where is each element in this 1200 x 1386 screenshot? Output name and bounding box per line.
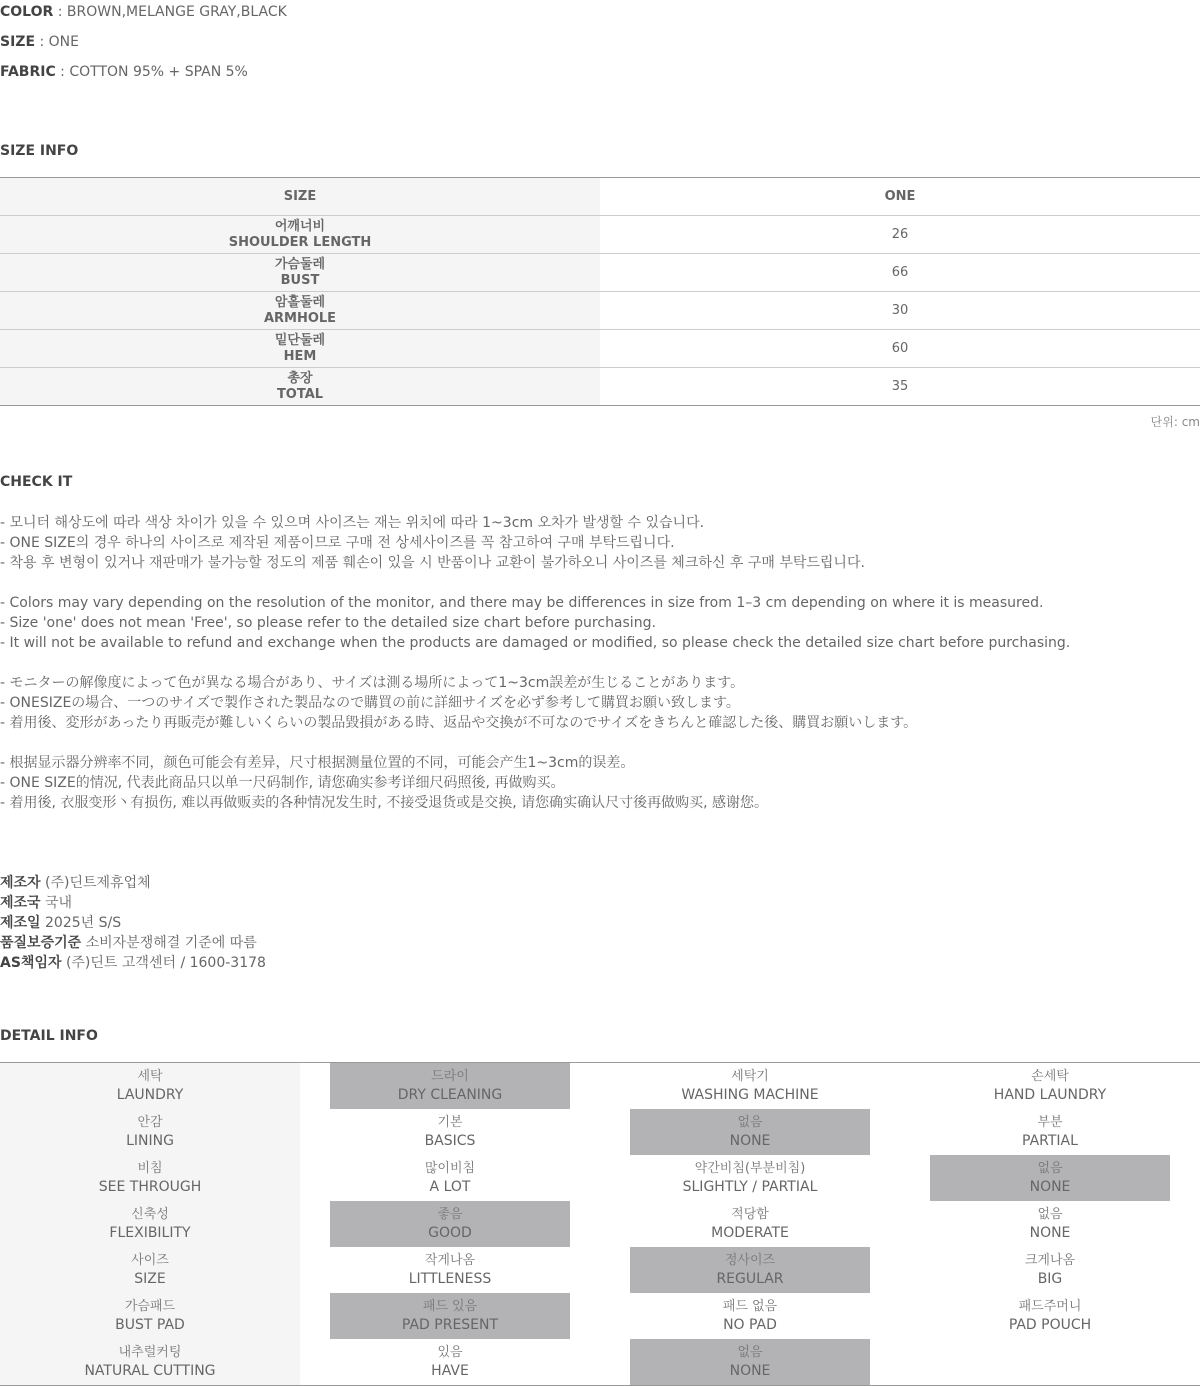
note-line: - モニターの解像度によって色が異なる場合があり、サイズは測る場所によって1~3cm誤差が生じることがあります。 bbox=[0, 675, 745, 691]
detail-label-ko: 없음 bbox=[737, 1115, 763, 1130]
maker-row bbox=[0, 913, 266, 933]
spec-size bbox=[0, 34, 79, 50]
detail-label-en: NONE bbox=[729, 1363, 771, 1379]
note-line: - Colors may vary depending on the resolution of the monitor, and there may be differences in size from 1–3 cm depending on where it is measured. bbox=[0, 595, 1044, 611]
maker-label: 제조자 bbox=[0, 875, 41, 891]
maker-info bbox=[0, 873, 266, 973]
maker-label: 품질보증기준 bbox=[0, 935, 82, 951]
spacer bbox=[0, 573, 1200, 593]
spacer bbox=[0, 653, 1200, 673]
size-row-value: 60 bbox=[891, 341, 909, 356]
table-row bbox=[0, 291, 1200, 329]
maker-value: (주)딘트제휴업체 bbox=[40, 875, 151, 891]
detail-label-ko: 적당함 bbox=[731, 1207, 769, 1222]
detail-option bbox=[630, 1109, 870, 1155]
detail-category bbox=[30, 1155, 270, 1201]
detail-label-ko: 있음 bbox=[437, 1345, 463, 1360]
detail-label-en: SEE THROUGH bbox=[98, 1179, 202, 1195]
detail-option bbox=[930, 1201, 1170, 1247]
detail-label-ko: 패드 있음 bbox=[422, 1299, 478, 1314]
detail-label-ko: 부분 bbox=[1037, 1115, 1063, 1130]
detail-label-ko: 많이비침 bbox=[424, 1161, 476, 1176]
detail-option bbox=[630, 1293, 870, 1339]
detail-label-ko: 신축성 bbox=[131, 1207, 169, 1222]
detail-label-en: SIZE bbox=[134, 1271, 166, 1287]
maker-row bbox=[0, 933, 266, 953]
detail-label-ko: 내추럴커팅 bbox=[118, 1345, 182, 1360]
detail-label-en: HAVE bbox=[431, 1363, 469, 1379]
size-unit-note: 단위: cm bbox=[1150, 415, 1200, 429]
table-row bbox=[0, 253, 1200, 291]
detail-label-ko: 좋음 bbox=[437, 1207, 463, 1222]
note-line: - ONE SIZE의 경우 하나의 사이즈로 제작된 제품이므로 구매 전 상세사이즈를 꼭 참고하여 구매 부탁드립니다. bbox=[0, 535, 675, 551]
note-line: - 착용 후 변형이 있거나 재판매가 불가능할 정도의 제품 훼손이 있을 시 반품이나 교환이 불가하오니 사이즈를 체크하신 후 구매 부탁드립니다. bbox=[0, 555, 865, 571]
detail-label-en: BASICS bbox=[424, 1133, 476, 1149]
detail-label-en: PAD POUCH bbox=[1008, 1317, 1092, 1333]
maker-label: AS책임자 bbox=[0, 955, 62, 971]
spec-label: FABRIC bbox=[0, 64, 56, 80]
detail-option bbox=[930, 1063, 1170, 1109]
note-line: - It will not be available to refund and exchange when the products are damaged or modified, so please check the detailed size chart before purchasing. bbox=[0, 635, 1071, 651]
spec-value: : ONE bbox=[35, 34, 79, 50]
spec-fabric bbox=[0, 64, 248, 80]
size-label-en: SHOULDER LENGTH bbox=[228, 234, 372, 250]
note-line: - Size 'one' does not mean 'Free', so please refer to the detailed size chart before purchasing. bbox=[0, 615, 656, 631]
detail-option bbox=[930, 1247, 1170, 1293]
detail-option bbox=[330, 1063, 570, 1109]
detail-label-ko: 없음 bbox=[737, 1345, 763, 1360]
spec-label: SIZE bbox=[0, 34, 36, 50]
detail-label-en: HAND LAUNDRY bbox=[993, 1087, 1107, 1103]
size-row-value: 35 bbox=[891, 379, 909, 394]
detail-option bbox=[330, 1109, 570, 1155]
spec-value: : COTTON 95% + SPAN 5% bbox=[55, 64, 248, 80]
spec-color bbox=[0, 4, 287, 20]
maker-value: 소비자분쟁해결 기준에 따름 bbox=[81, 935, 257, 951]
size-label-ko: 암홀둘레 bbox=[274, 294, 326, 310]
table-row bbox=[0, 215, 1200, 253]
size-row-label bbox=[0, 368, 600, 405]
detail-label-ko: 없음 bbox=[1037, 1207, 1063, 1222]
detail-category bbox=[30, 1201, 270, 1247]
size-row-label bbox=[0, 216, 600, 253]
check-it-title: CHECK IT bbox=[0, 474, 73, 490]
detail-label-en: NO PAD bbox=[723, 1317, 777, 1333]
detail-label-ko: 크게나옴 bbox=[1024, 1253, 1076, 1268]
table-row bbox=[0, 367, 1200, 405]
detail-option bbox=[330, 1293, 570, 1339]
detail-label-en: SLIGHTLY / PARTIAL bbox=[682, 1179, 818, 1195]
check-it-notes bbox=[0, 513, 1200, 813]
maker-value: (주)딘트 고객센터 / 1600-3178 bbox=[61, 955, 266, 971]
detail-label-ko: 패드 없음 bbox=[722, 1299, 778, 1314]
detail-label-en: LINING bbox=[126, 1133, 174, 1149]
size-label-en: BUST bbox=[280, 272, 320, 288]
size-label-en: HEM bbox=[283, 348, 317, 364]
detail-option bbox=[930, 1109, 1170, 1155]
detail-label-en: MODERATE bbox=[711, 1225, 789, 1241]
detail-label-en: LAUNDRY bbox=[116, 1087, 184, 1103]
size-label-en: ARMHOLE bbox=[263, 310, 337, 326]
detail-label-en: BIG bbox=[1037, 1271, 1063, 1287]
detail-label-en: NONE bbox=[729, 1133, 771, 1149]
detail-option bbox=[330, 1247, 570, 1293]
detail-label-ko: 안감 bbox=[137, 1115, 163, 1130]
note-line: - 根据显示器分辨率不同，颜色可能会有差异，尺寸根据测量位置的不同，可能会产生1~3cm的误差。 bbox=[0, 755, 635, 771]
detail-label-en: NONE bbox=[1029, 1179, 1071, 1195]
maker-value: 2025년 S/S bbox=[40, 915, 122, 931]
note-line: - ONESIZEの場合、一つのサイズで製作された製品なので購買の前に詳細サイズを必ず参考して購買お願い致します。 bbox=[0, 695, 740, 711]
spacer bbox=[0, 733, 1200, 753]
size-label-ko: 어깨너비 bbox=[274, 218, 326, 234]
detail-label-ko: 작게나옴 bbox=[424, 1253, 476, 1268]
size-info-title: SIZE INFO bbox=[0, 143, 79, 159]
detail-label-en: LITTLENESS bbox=[408, 1271, 492, 1287]
table-row bbox=[0, 329, 1200, 367]
detail-option bbox=[330, 1201, 570, 1247]
detail-label-en: DRY CLEANING bbox=[397, 1087, 503, 1103]
detail-category bbox=[30, 1247, 270, 1293]
detail-option bbox=[630, 1201, 870, 1247]
spec-label: COLOR bbox=[0, 4, 54, 20]
detail-grid bbox=[0, 1062, 1200, 1386]
size-row-value: 30 bbox=[891, 303, 909, 318]
note-line: - 着用後、変形があったり再販売が難しいくらいの製品毀損がある時、返品や交換が不可なのでサイズをきちんと確認した後、購買お願いします。 bbox=[0, 715, 918, 731]
detail-label-en: NATURAL CUTTING bbox=[84, 1363, 216, 1379]
detail-label-ko: 세탁 bbox=[137, 1069, 163, 1084]
size-row-label bbox=[0, 292, 600, 329]
detail-label-ko: 드라이 bbox=[431, 1069, 469, 1084]
maker-label: 제조일 bbox=[0, 915, 41, 931]
detail-option bbox=[630, 1155, 870, 1201]
detail-label-en: A LOT bbox=[429, 1179, 471, 1195]
detail-label-en: PARTIAL bbox=[1022, 1133, 1078, 1149]
detail-label-en: PAD PRESENT bbox=[401, 1317, 499, 1333]
detail-label-ko: 사이즈 bbox=[131, 1253, 169, 1268]
detail-label-ko: 세탁기 bbox=[731, 1069, 769, 1084]
spec-value: : BROWN,MELANGE GRAY,BLACK bbox=[53, 4, 287, 20]
detail-label-ko: 정사이즈 bbox=[724, 1253, 776, 1268]
size-header-label: SIZE bbox=[0, 178, 600, 215]
size-table bbox=[0, 177, 1200, 406]
detail-label-ko: 비침 bbox=[137, 1161, 163, 1176]
size-row-label bbox=[0, 254, 600, 291]
note-line: - 着用後, 衣服变形丶有损伤, 难以再做贩卖的各种情况发生时, 不接受退货或是交换, 请您确实确认尺寸後再做购买, 感谢您。 bbox=[0, 795, 769, 811]
detail-label-en: WASHING MACHINE bbox=[681, 1087, 819, 1103]
detail-label-en: BUST PAD bbox=[115, 1317, 185, 1333]
size-row-value: 66 bbox=[891, 265, 909, 280]
maker-row bbox=[0, 953, 266, 973]
maker-row bbox=[0, 893, 266, 913]
size-label-ko: 총장 bbox=[287, 370, 313, 386]
detail-category bbox=[30, 1339, 270, 1385]
detail-option bbox=[630, 1339, 870, 1385]
size-label-en: TOTAL bbox=[276, 386, 324, 402]
detail-option bbox=[930, 1155, 1170, 1201]
size-table-header bbox=[0, 178, 1200, 215]
detail-option bbox=[630, 1247, 870, 1293]
detail-option bbox=[330, 1155, 570, 1201]
note-line: - ONE SIZE的情况, 代表此商品只以单一尺码制作, 请您确实参考详细尺码照後, 再做购买。 bbox=[0, 775, 565, 791]
note-line: - 모니터 해상도에 따라 색상 차이가 있을 수 있으며 사이즈는 재는 위치에 따라 1~3cm 오차가 발생할 수 있습니다. bbox=[0, 515, 705, 531]
detail-label-en: GOOD bbox=[428, 1225, 472, 1241]
size-row-value: 26 bbox=[891, 227, 909, 242]
detail-category bbox=[30, 1063, 270, 1109]
detail-info-title: DETAIL INFO bbox=[0, 1028, 98, 1044]
maker-value: 국내 bbox=[40, 895, 73, 911]
detail-category bbox=[30, 1293, 270, 1339]
detail-label-ko: 기본 bbox=[437, 1115, 463, 1130]
detail-option bbox=[330, 1339, 570, 1385]
size-row-label bbox=[0, 330, 600, 367]
detail-label-ko: 약간비침(부분비침) bbox=[694, 1161, 806, 1176]
detail-option bbox=[930, 1293, 1170, 1339]
detail-label-en: REGULAR bbox=[716, 1271, 784, 1287]
detail-label-en: FLEXIBILITY bbox=[109, 1225, 191, 1241]
detail-label-en: NONE bbox=[1029, 1225, 1071, 1241]
size-label-ko: 밑단둘레 bbox=[274, 332, 326, 348]
detail-label-ko: 패드주머니 bbox=[1018, 1299, 1082, 1314]
detail-label-ko: 없음 bbox=[1037, 1161, 1063, 1176]
size-header-value: ONE bbox=[884, 189, 916, 204]
detail-category bbox=[30, 1109, 270, 1155]
maker-row bbox=[0, 873, 266, 893]
detail-label-ko: 가슴패드 bbox=[124, 1299, 176, 1314]
size-label-ko: 가슴둘레 bbox=[274, 256, 326, 272]
detail-option bbox=[630, 1063, 870, 1109]
detail-label-ko: 손세탁 bbox=[1031, 1069, 1069, 1084]
maker-label: 제조국 bbox=[0, 895, 41, 911]
